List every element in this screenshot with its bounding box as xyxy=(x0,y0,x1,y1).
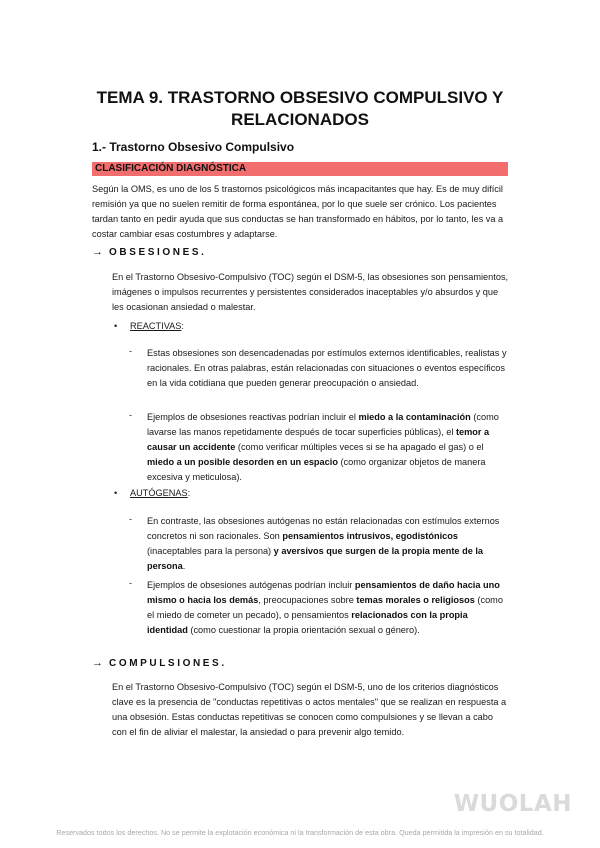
bold-run: miedo a la contaminación xyxy=(358,412,471,422)
footer-notice: Reservados todos los derechos. No se permite la explotación económica ni la transformación de esta obra. Queda permitida la impresión en su totalidad. xyxy=(56,828,544,837)
intro-paragraph: Según la OMS, es uno de los 5 trastornos psicológicos más incapacitantes que hay. Es de muy difícil remisión ya que no suelen remitir de forma espontánea, por lo que suele ser crónico. Los pacientes tardan tanto en pedir ayuda que sus conductas se han transformado en hábitos, por lo tanto, les va a costar cambiar esas costumbres y adaptarse. xyxy=(92,184,504,239)
text-run: (como el miedo de cometer un pecado), o pensamientos xyxy=(147,595,503,620)
dash-icon: - xyxy=(129,514,133,524)
dash-icon: - xyxy=(129,578,133,588)
text-run: (como cuestionar la propia orientación sexual o género). xyxy=(187,625,420,635)
document-title xyxy=(90,87,510,131)
reactivas-colon: : xyxy=(181,321,184,331)
bullet-icon: • xyxy=(114,321,118,331)
dash-icon: - xyxy=(129,410,133,420)
reactivas-item-1: Estas obsesiones son desencadenadas por estímulos externos identificables, realistas y racionales. En otras palabras, están relacionadas con situaciones o eventos específicos en la vida cotidiana que pueden generar preocupación o ansiedad. xyxy=(147,348,507,388)
compulsiones-heading xyxy=(92,657,227,669)
autogenas-item-1 xyxy=(147,514,509,574)
autogenas-colon: : xyxy=(187,488,191,498)
obsesiones-paragraph: En el Trastorno Obsesivo-Compulsivo (TOC) según el DSM-5, las obsesiones son pensamientos, imágenes o impulsos recurrentes y persistentes considerados inaceptables y/o absurdos y que les ocasionan ansiedad o malestar. xyxy=(112,272,509,312)
text-run: (inaceptables para la persona) xyxy=(147,546,274,556)
text-run: , preocupaciones sobre xyxy=(258,595,357,605)
section-heading: 1.- Trastorno Obsesivo Compulsivo xyxy=(92,140,295,154)
bullet-autogenas xyxy=(114,488,190,498)
text-run: (como verificar múltiples veces si se ha apagado el gas) o el xyxy=(235,442,484,452)
title-line-1: TEMA 9. TRASTORNO OBSESIVO COMPULSIVO Y xyxy=(96,88,504,107)
arrow-icon: → xyxy=(92,246,103,258)
title-line-2: RELACIONADOS xyxy=(231,110,369,129)
text-run: Ejemplos de obsesiones reactivas podrían incluir el xyxy=(147,412,359,422)
text-run: . xyxy=(182,561,186,571)
autogenas-label: AUTÓGENAS xyxy=(130,488,188,498)
reactivas-label: REACTIVAS xyxy=(130,321,182,331)
bold-run: relacionados con la propia identidad xyxy=(147,610,468,635)
dash-icon: - xyxy=(129,346,133,356)
bold-run: pensamientos de daño hacia uno mismo o hacia los demás xyxy=(147,580,500,605)
text-run: (como organizar objetos de manera excesiva y meticulosa). xyxy=(147,457,486,482)
bullet-icon: • xyxy=(114,488,118,498)
classification-banner: CLASIFICACIÓN DIAGNÓSTICA xyxy=(92,162,508,176)
compulsiones-heading-text: COMPULSIONES. xyxy=(109,658,227,669)
bold-run: y aversivos que surgen de la propia mente de la persona xyxy=(147,546,484,571)
bold-run: miedo a un posible desorden en un espacio xyxy=(147,457,338,467)
text-run: En contraste, las obsesiones autógenas no están relacionadas con estímulos externos concretos ni son racionales. Son xyxy=(147,516,500,541)
bullet-reactivas xyxy=(114,321,184,331)
obsesiones-heading-text: OBSESIONES. xyxy=(109,247,207,258)
text-run: (como lavarse las manos repetidamente después de tocar superficies públicas), el xyxy=(147,412,499,437)
bold-run: temas morales o religiosos xyxy=(356,595,475,605)
compulsiones-paragraph: En el Trastorno Obsesivo-Compulsivo (TOC) según el DSM-5, uno de los criterios diagnósticos clave es la presencia de "conductas repetitivas o actos mentales" que se realizan en respuesta a una obsesión. Estas conductas repetitivas se conocen como compulsiones y se llevan a cabo con el fin de aliviar el malestar, la ansiedad o para prevenir algo temido. xyxy=(112,682,507,737)
obsesiones-heading xyxy=(92,246,207,258)
text-run: Ejemplos de obsesiones autógenas podrían incluir xyxy=(147,580,355,590)
reactivas-item-2 xyxy=(147,410,509,485)
bold-run: temor a causar un accidente xyxy=(147,427,490,452)
arrow-icon: → xyxy=(92,657,103,669)
bold-run: pensamientos intrusivos, egodistónicos xyxy=(282,531,458,541)
wuolah-logo: WUOLAH xyxy=(453,791,572,817)
autogenas-item-2 xyxy=(147,578,509,638)
